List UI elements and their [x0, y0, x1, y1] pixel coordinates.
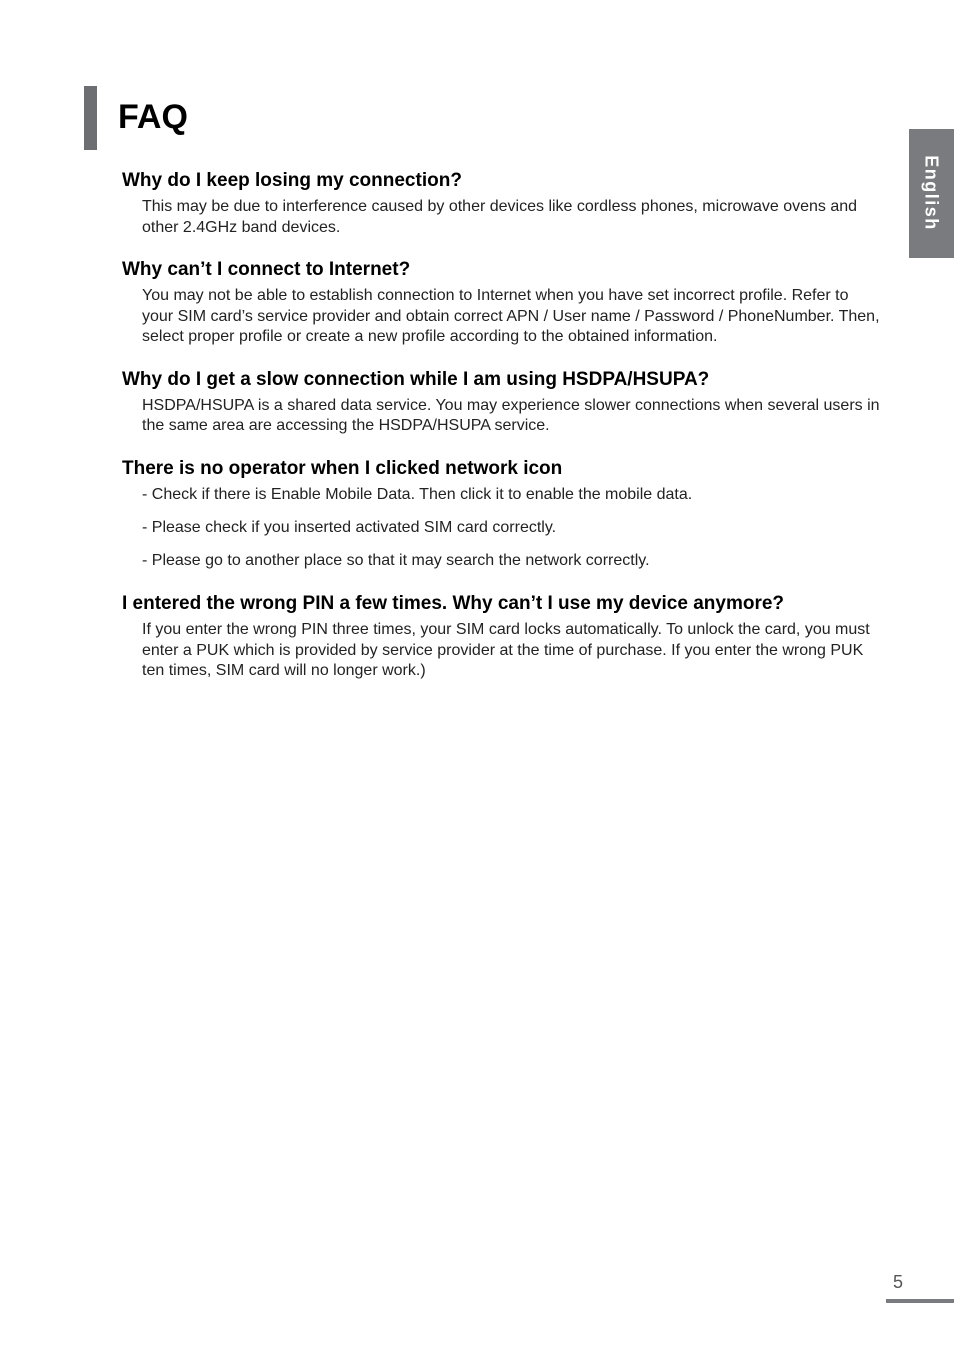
faq-bullet: - Please check if you inserted activated SIM card correctly.: [142, 518, 557, 536]
faq-list: [122, 169, 882, 702]
footer-rule: [886, 1299, 954, 1303]
faq-question: Why do I get a slow connection while I am using HSDPA/HSUPA?: [122, 368, 710, 390]
faq-item-wrong-pin: [122, 592, 882, 682]
faq-answer-text: If you enter the wrong PIN three times, your SIM card locks automatically. To unlock the card, you must enter a PUK which is provided by service provider at the time of purchase. If you enter the wrong PUK ten times, SIM card will no longer work.): [142, 621, 870, 679]
faq-item-internet: [122, 258, 882, 348]
title-accent-bar: [84, 86, 97, 150]
faq-answer: [142, 485, 882, 572]
faq-answer: [142, 620, 882, 682]
faq-bullet: - Please go to another place so that it may search the network correctly.: [142, 551, 650, 569]
faq-question: Why can’t I connect to Internet?: [122, 259, 411, 280]
faq-question: There is no operator when I clicked network icon: [122, 457, 563, 479]
faq-item-connection-loss: [122, 169, 882, 238]
faq-answer-text: This may be due to interference caused by other devices like cordless phones, microwave ovens and other 2.4GHz band devices.: [142, 198, 858, 236]
faq-question: I entered the wrong PIN a few times. Why can’t I use my device anymore?: [122, 593, 785, 614]
faq-answer: [142, 286, 882, 348]
page-number: 5: [893, 1272, 904, 1292]
faq-item-no-operator: [122, 457, 882, 572]
faq-answer: [142, 197, 882, 238]
faq-answer-text: HSDPA/HSUPA is a shared data service. You may experience slower connections when several users in the same area are accessing the HSDPA/HSUPA service.: [142, 396, 880, 434]
faq-bullet: - Check if there is Enable Mobile Data. Then click it to enable the mobile data.: [142, 485, 693, 503]
language-tab: [909, 129, 954, 258]
language-tab-label: English: [921, 155, 942, 231]
faq-question: Why do I keep losing my connection?: [122, 170, 462, 191]
page-title: FAQ: [118, 98, 188, 136]
faq-answer: [142, 396, 882, 437]
faq-answer-text: You may not be able to establish connection to Internet when you have set incorrect profile. Refer to your SIM card’s service provider and obtain correct APN / User name / Password / PhoneNumber. Then, select proper profile or create a new profile according to the obtained information.: [142, 287, 880, 345]
faq-item-slow-connection: [122, 368, 882, 437]
